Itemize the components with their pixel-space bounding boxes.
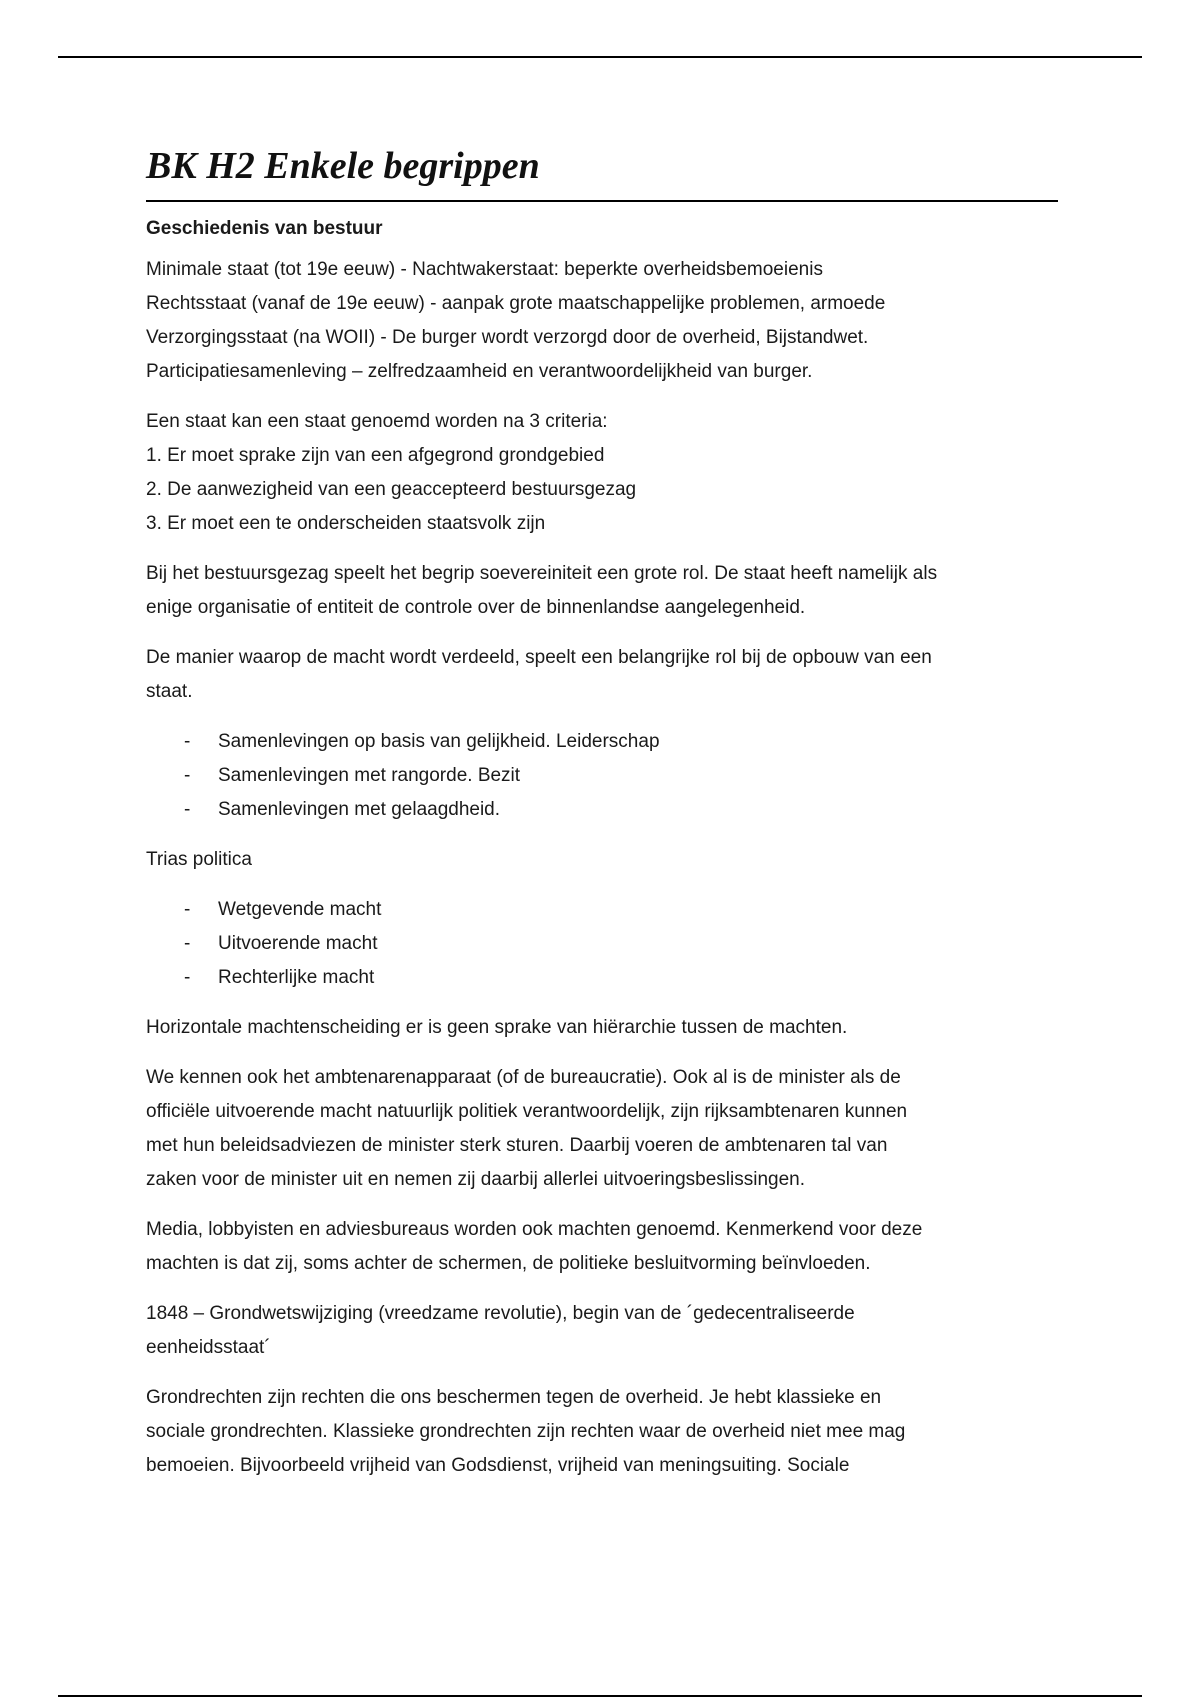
text-line: staat. [146, 681, 193, 702]
paragraph-criteria [146, 405, 1058, 541]
text-line: Grondrechten zijn rechten die ons beschermen tegen de overheid. Je hebt klassieke en [146, 1387, 882, 1408]
text-line: Trias politica [146, 849, 252, 870]
section-heading: Geschiedenis van bestuur [146, 218, 383, 239]
paragraph-grondrechten [146, 1381, 1058, 1483]
paragraph-staatsvormen [146, 253, 1058, 389]
document-body [146, 140, 1058, 1499]
text-line: sociale grondrechten. Klassieke grondrechten zijn rechten waar de overheid niet mee mag [146, 1421, 906, 1442]
text-line: Minimale staat (tot 19e eeuw) - Nachtwakerstaat: beperkte overheidsbemoeienis [146, 259, 823, 280]
dash-bullet: - [184, 765, 191, 786]
dash-bullet: - [184, 731, 191, 752]
paragraph-media [146, 1213, 1058, 1281]
text-line: 3. Er moet een te onderscheiden staatsvolk zijn [146, 513, 546, 534]
list-item: - Wetgevende macht [146, 893, 1058, 927]
dash-bullet: - [184, 899, 191, 920]
paragraph-machtsverdeling [146, 641, 1058, 709]
dash-bullet: - [184, 799, 191, 820]
list-item: - Samenlevingen met rangorde. Bezit [146, 759, 1058, 793]
text-line: 1. Er moet sprake zijn van een afgegrond grondgebied [146, 445, 605, 466]
dash-bullet: - [184, 933, 191, 954]
list-item: - Samenlevingen met gelaagdheid. [146, 793, 1058, 827]
text-line: enige organisatie of entiteit de controle over de binnenlandse aangelegenheid. [146, 597, 806, 618]
text-line: eenheidsstaat´ [146, 1337, 271, 1358]
list-samenlevingen [146, 725, 1058, 827]
paragraph-horizontale-machtenscheiding [146, 1011, 1058, 1045]
list-machten [146, 893, 1058, 995]
list-item: - Uitvoerende macht [146, 927, 1058, 961]
text-line: machten is dat zij, soms achter de schermen, de politieke besluitvorming beïnvloeden. [146, 1253, 871, 1274]
text-line: Participatiesamenleving – zelfredzaamheid en verantwoordelijkheid van burger. [146, 361, 813, 382]
text-line: We kennen ook het ambtenarenapparaat (of de bureaucratie). Ook al is de minister als de [146, 1067, 901, 1088]
text-line: 1848 – Grondwetswijziging (vreedzame revolutie), begin van de ´gedecentraliseerde [146, 1303, 855, 1324]
page-top-rule [58, 56, 1142, 58]
list-item: - Samenlevingen op basis van gelijkheid. Leiderschap [146, 725, 1058, 759]
text-line: Rechtsstaat (vanaf de 19e eeuw) - aanpak grote maatschappelijke problemen, armoede [146, 293, 886, 314]
paragraph-soevereiniteit [146, 557, 1058, 625]
paragraph-trias-politica [146, 843, 1058, 877]
text-line: Een staat kan een staat genoemd worden na 3 criteria: [146, 411, 608, 432]
document-title: BK H2 Enkele begrippen [146, 140, 1058, 202]
text-line: Horizontale machtenscheiding er is geen sprake van hiërarchie tussen de machten. [146, 1017, 848, 1038]
text-line: De manier waarop de macht wordt verdeeld, speelt een belangrijke rol bij de opbouw van een [146, 647, 932, 668]
text-line: met hun beleidsadviezen de minister sterk sturen. Daarbij voeren de ambtenaren tal van [146, 1135, 888, 1156]
text-line: zaken voor de minister uit en nemen zij daarbij allerlei uitvoeringsbeslissingen. [146, 1169, 806, 1190]
dash-bullet: - [184, 967, 191, 988]
text-line: Bij het bestuursgezag speelt het begrip soevereiniteit een grote rol. De staat heeft namelijk als [146, 563, 938, 584]
text-line: Verzorgingsstaat (na WOII) - De burger wordt verzorgd door de overheid, Bijstandwet. [146, 327, 869, 348]
paragraph-grondwet-1848 [146, 1297, 1058, 1365]
page-bottom-rule [58, 1695, 1142, 1697]
text-line: 2. De aanwezigheid van een geaccepteerd bestuursgezag [146, 479, 637, 500]
list-item: - Rechterlijke macht [146, 961, 1058, 995]
text-line: bemoeien. Bijvoorbeeld vrijheid van Godsdienst, vrijheid van meningsuiting. Sociale [146, 1455, 850, 1476]
text-line: officiële uitvoerende macht natuurlijk politiek verantwoordelijk, zijn rijksambtenaren kunnen [146, 1101, 908, 1122]
paragraph-ambtenarenapparaat [146, 1061, 1058, 1197]
text-line: Media, lobbyisten en adviesbureaus worden ook machten genoemd. Kenmerkend voor deze [146, 1219, 923, 1240]
